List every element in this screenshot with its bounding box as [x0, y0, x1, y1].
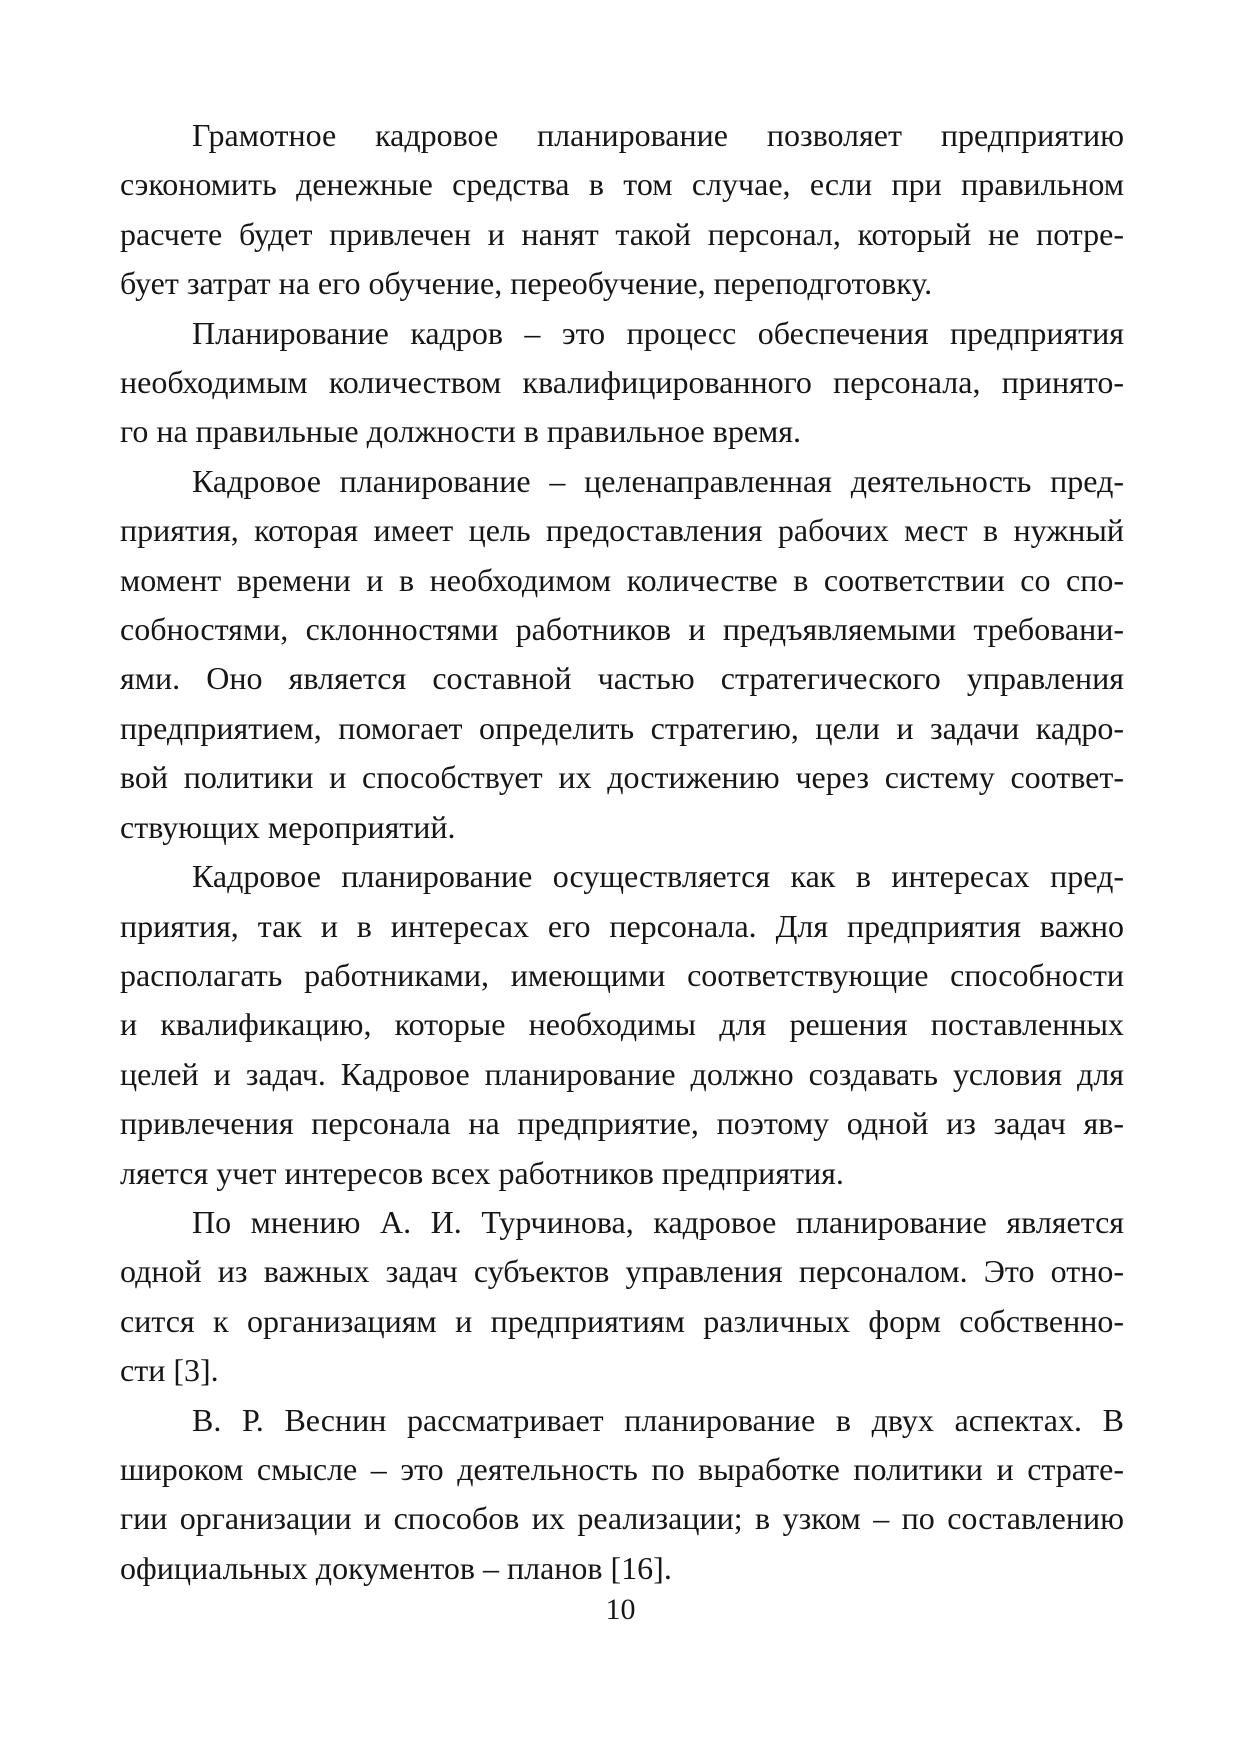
text-line: расчете будет привлечен и нанят такой персонал, который не потре- [120, 215, 1124, 252]
text-line: Грамотное кадровое планирование позволяет предприятию [192, 117, 1124, 153]
text-line: ями. Оно является составной частью стратегического управления [120, 660, 1124, 697]
text-line: бует затрат на его обучение, переобучение, переподготовку. [120, 265, 933, 302]
text-line: официальных документов – планов [16]. [120, 1549, 672, 1586]
text-line: Кадровое планирование – целенаправленная деятельность пред- [192, 462, 1124, 499]
text-line: и квалификацию, которые необходимы для решения поставленных [120, 1006, 1124, 1043]
text-line: сти [3]. [120, 1352, 219, 1389]
text-line: ствующих мероприятий. [120, 808, 456, 845]
text-line: сится к организациям и предприятиям различных форм собственно- [120, 1302, 1124, 1339]
paragraph-6 [120, 1396, 1124, 1594]
text-line: широком смысле – это деятельность по выработке политики и страте- [120, 1450, 1124, 1487]
text-line: ляется учет интересов всех работников предприятия. [120, 1154, 844, 1191]
text-line: привлечения персонала на предприятие, поэтому одной из задач яв- [120, 1105, 1124, 1142]
text-line: собностями, склонностями работников и предъявляемыми требовани- [120, 611, 1124, 648]
text-line: целей и задач. Кадровое планирование должно создавать условия для [120, 1055, 1124, 1092]
page-number: 10 [605, 1593, 636, 1626]
text-line: Планирование кадров – это процесс обеспечения предприятия [192, 314, 1124, 351]
text-line: одной из важных задач субъектов управления персоналом. Это отно- [120, 1253, 1124, 1290]
text-line: Кадровое планирование осуществляется как в интересах пред- [192, 858, 1124, 895]
text-line: приятия, которая имеет цель предоставления рабочих мест в нужный [120, 512, 1124, 549]
text-line: приятия, так и в интересах его персонала. Для предприятия важно [120, 907, 1124, 944]
text-line: вой политики и способствует их достижению через систему соответ- [120, 759, 1124, 796]
text-line: предприятием, помогает определить стратегию, цели и задачи кадро- [120, 709, 1124, 746]
text-line: го на правильные должности в правильное время. [120, 413, 802, 450]
text-line: необходимым количеством квалифицированного персонала, принято- [120, 364, 1124, 401]
text-line: сэкономить денежные средства в том случае, если при правильном [120, 166, 1124, 203]
paragraph-2 [120, 309, 1124, 457]
paragraph-3 [120, 457, 1124, 852]
paragraph-4 [120, 852, 1124, 1198]
text-line: момент времени и в необходимом количестве в соответствии со спо- [120, 561, 1124, 598]
body-text [120, 111, 1124, 1593]
paragraph-5 [120, 1198, 1124, 1396]
text-line: В. Р. Веснин рассматривает планирование в двух аспектах. В [192, 1401, 1124, 1438]
text-line: располагать работниками, имеющими соответствующие способности [120, 956, 1124, 993]
text-line: гии организации и способов их реализации; в узком – по составлению [120, 1500, 1124, 1537]
text-line: По мнению А. И. Турчинова, кадровое планирование является [192, 1203, 1124, 1240]
paragraph-1 [120, 111, 1124, 309]
